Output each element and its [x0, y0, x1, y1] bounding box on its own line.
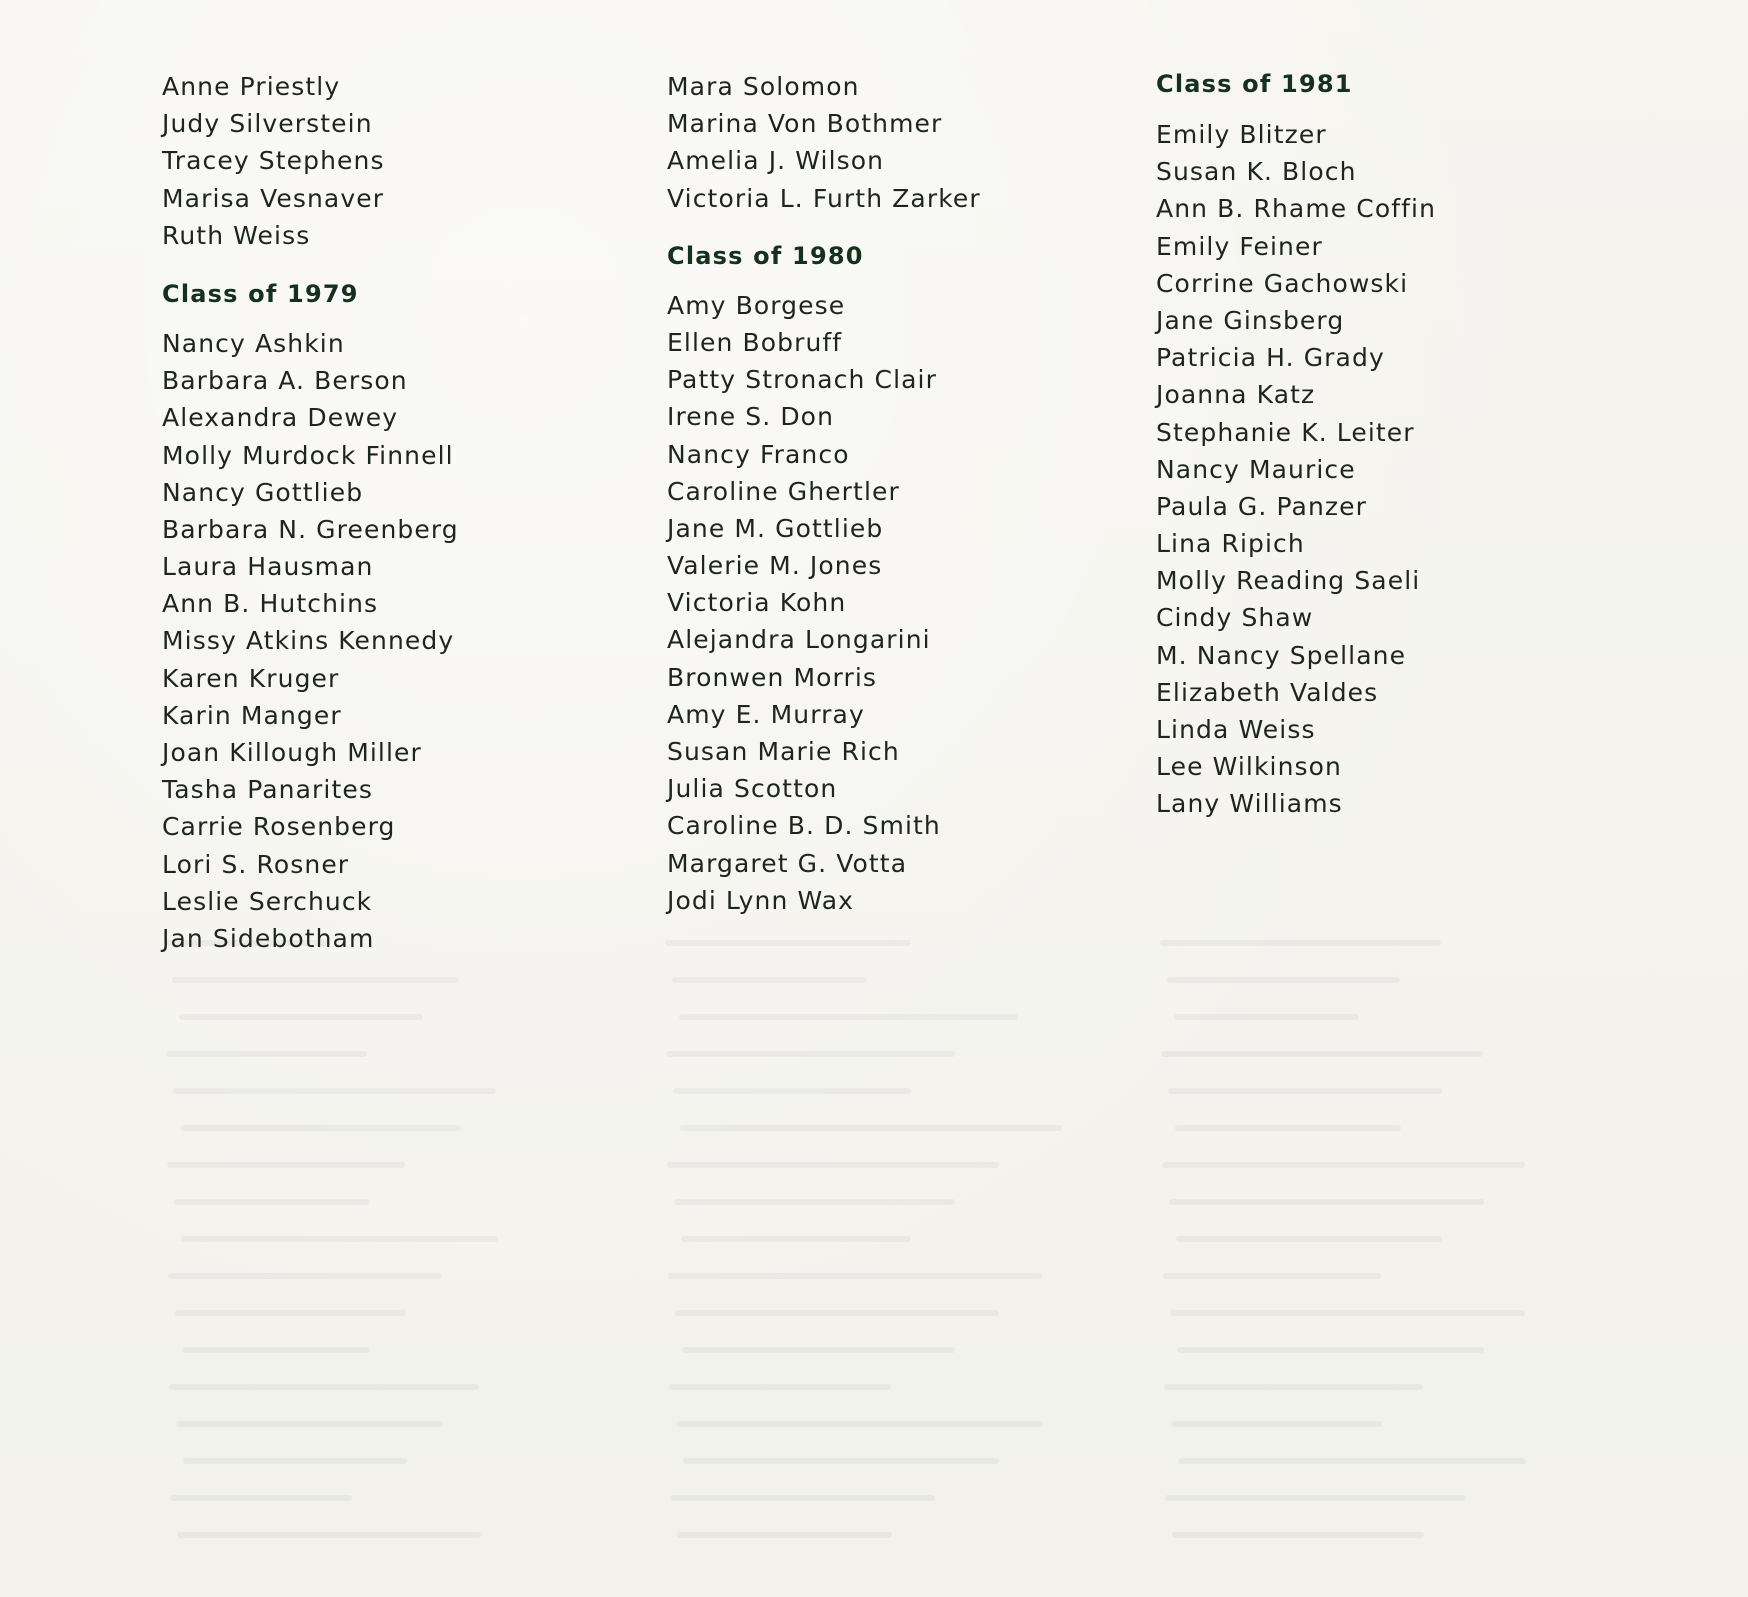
- class-heading-1979: Class of 1979: [162, 279, 359, 308]
- class-heading-1980: Class of 1980: [667, 241, 864, 270]
- name-entry: Lina Ripich: [1156, 529, 1305, 559]
- name-entry: Barbara A. Berson: [162, 366, 408, 396]
- name-entry: Ann B. Rhame Coffin: [1156, 194, 1437, 224]
- show-through-stroke: [169, 1384, 479, 1390]
- name-entry: Anne Priestly: [162, 72, 341, 101]
- show-through-stroke: [174, 1199, 369, 1205]
- show-through-stroke: [1174, 1014, 1359, 1020]
- name-entry: Jane Ginsberg: [1156, 305, 1345, 335]
- name-entry: Paula G. Panzer: [1156, 491, 1367, 521]
- name-entry: Linda Weiss: [1156, 715, 1316, 744]
- show-through-stroke: [175, 1310, 406, 1316]
- show-through-stroke: [1178, 1458, 1526, 1464]
- show-through-stroke: [173, 1088, 496, 1094]
- show-through-stroke: [1176, 1236, 1442, 1242]
- show-through-stroke: [181, 1236, 498, 1242]
- name-entry: M. Nancy Spellane: [1156, 640, 1407, 670]
- show-through-stroke: [176, 1421, 443, 1427]
- class-heading-1981: Class of 1981: [1156, 70, 1353, 98]
- name-entry: Caroline Ghertler: [667, 476, 900, 506]
- name-entry: Alejandra Longarini: [667, 625, 931, 655]
- show-through-stroke: [1170, 1310, 1525, 1316]
- name-entry: Valerie M. Jones: [667, 551, 883, 581]
- name-entry: Bronwen Morris: [667, 662, 877, 692]
- class-1980-list: [667, 287, 981, 919]
- name-entry: Ann B. Hutchins: [162, 589, 379, 619]
- show-through-stroke: [670, 1495, 935, 1501]
- name-entry: Ruth Weiss: [162, 220, 311, 250]
- names-continued-list: [162, 68, 459, 254]
- name-entry: Lori S. Rosner: [162, 849, 350, 879]
- name-entry: Molly Murdock Finnell: [162, 440, 454, 470]
- name-entry: Julia Scotton: [667, 774, 838, 804]
- name-entry: Margaret G. Votta: [667, 848, 908, 878]
- show-through-stroke: [167, 1162, 405, 1168]
- name-entry: Molly Reading Saeli: [1156, 566, 1421, 596]
- show-through-stroke: [172, 977, 459, 983]
- name-entry: Stephanie K. Leiter: [1156, 417, 1415, 447]
- show-through-stroke: [677, 1532, 892, 1538]
- show-through-stroke: [1169, 1199, 1484, 1205]
- name-entry: Amelia J. Wilson: [667, 146, 885, 176]
- show-through-stroke: [680, 1125, 1062, 1131]
- name-entry: Missy Atkins Kennedy: [162, 626, 455, 656]
- name-entry: Laura Hausman: [162, 552, 374, 582]
- show-through-stroke: [1165, 1495, 1465, 1501]
- name-entry: Lee Wilkinson: [1156, 752, 1342, 782]
- show-through-stroke: [1172, 1532, 1424, 1538]
- show-through-stroke: [681, 1236, 911, 1242]
- name-entry: Susan K. Bloch: [1156, 157, 1357, 187]
- name-entry: Marina Von Bothmer: [667, 109, 943, 139]
- show-through-stroke: [170, 1495, 352, 1501]
- show-through-stroke: [665, 940, 911, 946]
- name-entry: Alexandra Dewey: [162, 403, 399, 433]
- class-1981-list: [1156, 116, 1436, 823]
- name-entry: Amy Borgese: [667, 290, 846, 320]
- name-entry: Jodi Lynn Wax: [667, 885, 855, 915]
- column-3: [1156, 66, 1436, 823]
- name-entry: Elizabeth Valdes: [1156, 677, 1379, 707]
- name-entry: Judy Silverstein: [162, 109, 373, 139]
- show-through-stroke: [1164, 1384, 1423, 1390]
- name-entry: Joan Killough Miller: [162, 738, 422, 767]
- name-entry: Ellen Bobruff: [667, 327, 843, 357]
- name-entry: Tracey Stephens: [162, 146, 385, 176]
- show-through-stroke: [676, 1421, 1043, 1427]
- name-entry: Susan Marie Rich: [667, 737, 900, 766]
- show-through-stroke: [682, 1347, 955, 1353]
- name-entry: Cindy Shaw: [1156, 603, 1314, 633]
- name-entry: Caroline B. D. Smith: [667, 811, 941, 841]
- show-through-stroke: [183, 1458, 407, 1464]
- class-1979-list: [162, 325, 459, 957]
- show-through-stroke: [1167, 977, 1400, 983]
- show-through-stroke: [182, 1347, 370, 1353]
- show-through-stroke: [674, 1199, 955, 1205]
- name-entry: Patty Stronach Clair: [667, 365, 937, 395]
- name-entry: Mara Solomon: [667, 72, 860, 101]
- show-through-stroke: [673, 1088, 911, 1094]
- name-entry: Tasha Panarites: [162, 775, 373, 805]
- name-entry: Joanna Katz: [1156, 380, 1316, 410]
- name-entry: Emily Blitzer: [1156, 120, 1327, 149]
- show-through-stroke: [1171, 1421, 1382, 1427]
- show-through-stroke: [1160, 940, 1441, 946]
- name-entry: Amy E. Murray: [667, 699, 865, 729]
- name-entry: Lany Williams: [1156, 789, 1343, 819]
- show-through-stroke: [1161, 1051, 1483, 1057]
- name-entry: Nancy Maurice: [1156, 454, 1356, 484]
- show-through-stroke: [166, 1051, 367, 1057]
- show-through-stroke: [668, 1273, 1042, 1279]
- show-through-stroke: [1162, 1162, 1525, 1168]
- name-entry: Carrie Rosenberg: [162, 812, 396, 842]
- show-through-stroke: [177, 1532, 481, 1538]
- name-entry: Jan Sidebotham: [162, 923, 375, 953]
- show-through-stroke: [679, 1014, 1018, 1020]
- show-through-stroke: [672, 977, 867, 983]
- name-entry: Leslie Serchuck: [162, 886, 373, 916]
- column-1: [162, 68, 459, 957]
- show-through-stroke: [666, 1051, 955, 1057]
- show-through-stroke: [683, 1458, 999, 1464]
- show-through-stroke: [1175, 1125, 1401, 1131]
- name-entry: Barbara N. Greenberg: [162, 514, 459, 544]
- show-through-stroke: [180, 1125, 461, 1131]
- show-through-stroke: [168, 1273, 442, 1279]
- name-entry: Corrine Gachowski: [1156, 268, 1409, 298]
- name-entry: Nancy Gottlieb: [162, 477, 364, 507]
- show-through-stroke: [179, 1014, 423, 1020]
- name-entry: Nancy Ashkin: [162, 328, 345, 358]
- names-continued-list: [667, 68, 981, 217]
- show-through-stroke: [1163, 1273, 1381, 1279]
- show-through-stroke: [669, 1384, 891, 1390]
- name-entry: Karen Kruger: [162, 663, 340, 693]
- name-entry: Nancy Franco: [667, 439, 850, 469]
- name-entry: Patricia H. Grady: [1156, 343, 1385, 373]
- show-through-stroke: [1168, 1088, 1442, 1094]
- name-entry: Victoria L. Furth Zarker: [667, 183, 981, 213]
- name-entry: Marisa Vesnaver: [162, 183, 385, 213]
- show-through-stroke: [667, 1162, 999, 1168]
- name-entry: Victoria Kohn: [667, 588, 847, 618]
- name-entry: Emily Feiner: [1156, 231, 1323, 261]
- show-through-stroke: [1177, 1347, 1484, 1353]
- name-entry: Jane M. Gottlieb: [667, 513, 884, 543]
- name-entry: Karin Manger: [162, 700, 342, 730]
- show-through-stroke: [675, 1310, 999, 1316]
- column-2: [667, 68, 981, 919]
- name-entry: Irene S. Don: [667, 402, 835, 432]
